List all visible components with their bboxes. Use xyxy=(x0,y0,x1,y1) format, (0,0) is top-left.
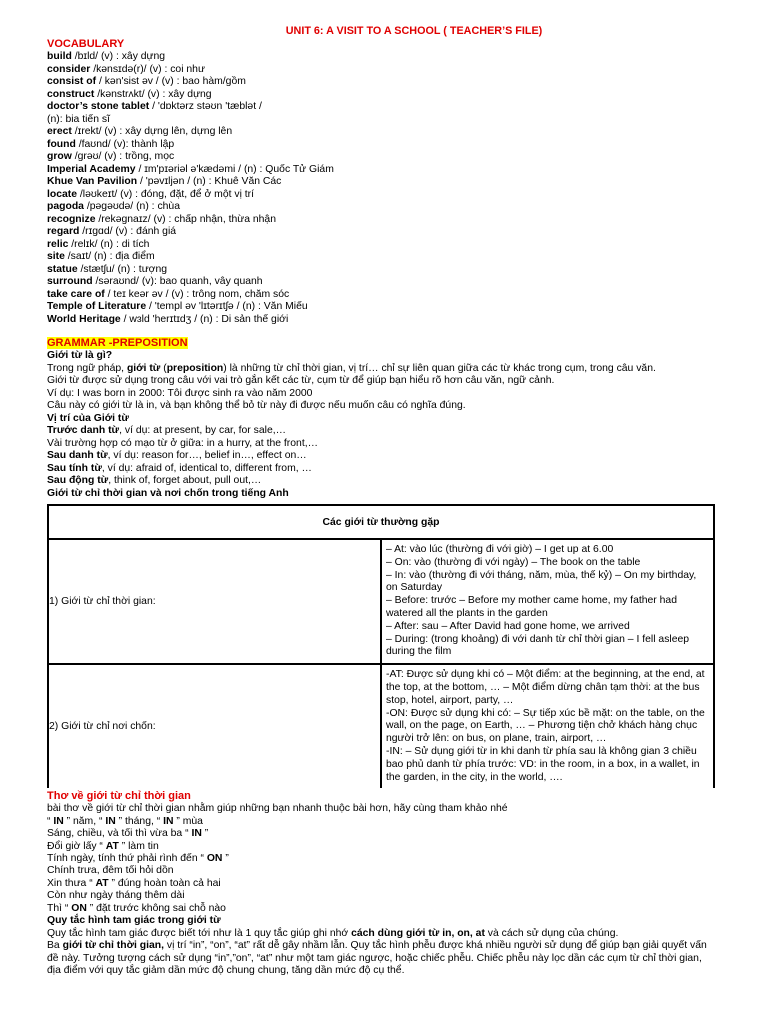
vocab-word: regard xyxy=(47,226,80,237)
poem-line-1: “ IN ” năm, “ IN ” tháng, “ IN ” mùa xyxy=(47,815,203,827)
preposition-table xyxy=(47,504,715,788)
position-before-noun: Trước danh từ, ví dụ: at present, by car, for sale,… xyxy=(47,425,286,436)
vocab-item xyxy=(47,314,715,327)
vocabulary-heading: VOCABULARY xyxy=(47,38,125,50)
question-time-place: Giới từ chỉ thời gian và nơi chốn trong tiếng Anh xyxy=(47,487,289,499)
poem-intro: bài thơ về giới từ chỉ thời gian nhằm giúp những bạn nhanh thuộc bài hơn, hãy cùng tham khảo nhé xyxy=(47,803,508,815)
vocab-word: Khue Van Pavilion xyxy=(47,176,138,187)
vocab-definition: /ɪrekt/ (v) : xây dựng lên, dựng lên xyxy=(71,126,233,137)
vocab-definition: /faʊnd/ (v): thành lập xyxy=(75,138,175,150)
vocab-definition: /səraʊnd/ (v): bao quanh, vây quanh xyxy=(92,276,263,287)
vocab-word: recognize xyxy=(47,213,96,225)
question-position: Vị trí của Giới từ xyxy=(47,412,129,424)
poem-heading: Thơ về giới từ chỉ thời gian xyxy=(47,790,191,803)
table-cell-line: – During: (trong khoảng) đi với danh từ chỉ thời gian – I fell asleep during the film xyxy=(386,633,690,658)
table-row xyxy=(48,664,714,788)
vocab-item xyxy=(47,151,715,164)
grammar-heading-text: GRAMMAR -PREPOSITION xyxy=(47,337,188,349)
vocab-item xyxy=(47,251,715,264)
vocabulary-list xyxy=(47,51,715,326)
poem-line-7: Còn như ngày tháng thêm dài xyxy=(47,890,185,902)
poem-line-4: Tính ngày, tính thứ phải rình đến “ ON ” xyxy=(47,852,229,864)
vocab-item xyxy=(47,189,715,202)
vocab-definition: / teɪ keər əv / (v) : trông nom, chăm sóc xyxy=(104,288,290,300)
vocab-word: consist of xyxy=(47,76,97,87)
vocab-item xyxy=(47,126,715,139)
poem-line-5: Chính trưa, đêm tối hỏi dồn xyxy=(47,865,174,877)
vocab-definition: /kənsɪdə(r)/ (v) : coi như xyxy=(90,63,205,75)
vocab-word: doctor’s stone tablet xyxy=(47,101,150,112)
table-row-label-time: 1) Giới từ chỉ thời gian: xyxy=(48,539,381,664)
poem-line-6: Xin thưa “ AT ” đúng hoàn toàn cả hai xyxy=(47,877,221,889)
vocab-item xyxy=(47,264,715,277)
position-after-adjective: Sau tính từ, ví dụ: afraid of, identical to, different from, … xyxy=(47,462,312,474)
vocab-word: Temple of Literature xyxy=(47,301,147,312)
vocab-definition: /rekəgnaɪz/ (v) : chấp nhận, thừa nhận xyxy=(95,213,276,225)
table-cell-line: -IN: – Sử dụng giới từ in khi danh từ phía sau là không gian 3 chiều bao phủ danh từ phía trước: VD: in the room, in a box, in a wallet, in the garden, in the city, in the world, …. xyxy=(386,745,700,783)
poem-line-2: Sáng, chiều, và tối thì vừa ba “ IN ” xyxy=(47,828,209,840)
question-what-is-preposition: Giới từ là gì? xyxy=(47,350,113,361)
paragraph-example: Ví dụ: I was born in 2000: Tôi được sinh ra vào năm 2000 xyxy=(47,387,313,399)
vocab-definition: (n): bia tiến sĩ xyxy=(47,113,110,125)
table-cell-line: -AT: Được sử dụng khi có – Một điểm: at the beginning, at the end, at the top, at the bottom, … – Một điểm dừng chân tạm thời: at the bus stop, hotel, airport, party, … xyxy=(386,669,705,706)
triangle-rule-heading: Quy tắc hình tam giác trong giới từ xyxy=(47,915,221,926)
table-row-label-place: 2) Giới từ chỉ nơi chốn: xyxy=(48,664,381,788)
vocab-definition: /saɪt/ (n) : địa điểm xyxy=(64,251,155,262)
vocab-word: found xyxy=(47,138,76,150)
vocab-definition: /stætʃu/ (n) : tượng xyxy=(77,263,168,275)
table-row-content-time xyxy=(381,539,714,664)
vocab-word: build xyxy=(47,51,72,62)
position-after-verb: Sau động từ, think of, forget about, pull out,… xyxy=(47,475,262,486)
document xyxy=(47,24,715,978)
vocab-word: surround xyxy=(47,276,93,287)
vocab-definition: / wɜld 'herɪtɪdʒ / (n) : Di sản thế giới xyxy=(120,313,289,325)
vocab-item xyxy=(47,76,715,89)
vocab-item xyxy=(47,114,715,127)
vocab-item xyxy=(47,301,715,314)
vocab-definition: /rɪɡɑd/ (v) : đánh giá xyxy=(79,226,177,237)
vocab-item xyxy=(47,201,715,214)
vocab-word: site xyxy=(47,251,65,262)
table-cell-line: -ON: Được sử dụng khi có: – Sự tiếp xúc bề mặt: on the table, on the wall, on the page, on Earth, … – Phương tiện chở khách hàng chục người trở lên: on bus, on plane, train, airport, … xyxy=(386,707,705,745)
table-cell-line: – Before: trước – Before my mother came home, my father had watered all the plants in the garden xyxy=(386,595,677,619)
vocab-item xyxy=(47,164,715,177)
table-cell-line: – In: vào (thường đi với tháng, năm, mùa, thế kỷ) – On my birthday, on Saturday xyxy=(386,569,697,594)
vocab-word: grow xyxy=(47,151,72,162)
grammar-heading xyxy=(47,337,715,350)
vocab-definition: / 'dɒktərz stəʊn 'tæblət / xyxy=(149,101,262,112)
vocab-word: consider xyxy=(47,63,91,75)
vocab-item xyxy=(47,89,715,102)
vocab-word: relic xyxy=(47,238,69,250)
poem-line-3: Đổi giờ lấy “ AT ” làm tin xyxy=(47,840,159,852)
vocab-word: take care of xyxy=(47,288,105,300)
table-cell-line: – At: vào lúc (thường đi với giờ) – I get up at 6.00 xyxy=(386,544,614,555)
table-cell-line: – After: sau – After David had gone home, we arrived xyxy=(386,620,630,632)
paragraph-example-note: Câu này có giới từ là in, và bạn không thể bỏ từ này đi được nếu muốn câu có nghĩa đúng. xyxy=(47,400,466,411)
table-cell-line: – On: vào (thường đi với ngày) – The book on the table xyxy=(386,556,641,568)
table-row-content-place xyxy=(381,664,714,788)
vocab-item xyxy=(47,64,715,77)
paragraph-usage: Giới từ được sử dụng trong câu với vai trò gắn kết các từ, cụm từ để giúp bạn hiểu rõ hơn câu văn, ngữ cảnh. xyxy=(47,375,555,386)
vocab-definition: / 'pəvɪljən / (n) : Khuê Văn Các xyxy=(137,176,282,187)
vocab-item xyxy=(47,239,715,252)
vocab-definition: /bɪld/ (v) : xây dựng xyxy=(71,51,166,62)
vocab-item xyxy=(47,226,715,239)
vocab-word: pagoda xyxy=(47,201,84,212)
vocab-word: World Heritage xyxy=(47,313,121,325)
vocab-word: construct xyxy=(47,88,95,100)
table-header: Các giới từ thường gặp xyxy=(48,505,714,539)
vocab-item xyxy=(47,289,715,302)
table-row xyxy=(48,539,714,664)
vocab-item xyxy=(47,51,715,64)
vocab-definition: /pəɡəʊdə/ (n) : chùa xyxy=(83,201,180,212)
vocab-word: Imperial Academy xyxy=(47,163,136,175)
position-article-case: Vài trường hợp có mạo từ ở giữa: in a hurry, at the front,… xyxy=(47,437,318,449)
vocab-word: locate xyxy=(47,188,78,200)
vocab-definition: /ləʊkeɪt/ (v) : đóng, đặt, để ở một vị trí xyxy=(77,188,254,200)
vocab-item xyxy=(47,176,715,189)
poem-line-8: Thì “ ON ” đặt trước không sai chỗ nào xyxy=(47,902,226,914)
vocab-definition: /grəʊ/ (v) : trồng, mọc xyxy=(71,151,175,162)
triangle-rule-paragraph-1: Quy tắc hình tam giác được biết tới như là 1 quy tắc giúp ghi nhớ cách dùng giới từ in, on, at và cách sử dụng của chúng. xyxy=(47,927,619,939)
vocab-item xyxy=(47,276,715,289)
vocab-item xyxy=(47,139,715,152)
vocab-item xyxy=(47,101,715,114)
vocab-definition: /relɪk/ (n) : di tích xyxy=(68,238,150,250)
position-after-noun: Sau danh từ, ví dụ: reason for…, belief in…, effect on… xyxy=(47,450,307,461)
document-title: UNIT 6: A VISIT TO A SCHOOL ( TEACHER’S FILE) xyxy=(285,25,543,37)
vocab-definition: /kənstrʌkt/ (v) : xây dựng xyxy=(94,88,212,100)
vocab-definition: / kən'sist əv / (v) : bao hàm/gồm xyxy=(96,76,246,87)
vocab-word: erect xyxy=(47,126,72,137)
paragraph-definition: Trong ngữ pháp, giới từ (preposition) là những từ chỉ thời gian, vị trí… chỉ sự liên quan giữa các từ khác trong cụm, trong câu văn. xyxy=(47,362,656,374)
vocab-item xyxy=(47,214,715,227)
vocab-definition: / 'templ əv 'lɪtərɪtʃə / (n) : Văn Miếu xyxy=(146,301,308,312)
triangle-rule-paragraph-2: Ba giới từ chỉ thời gian, vị trí “in”, “on”, “at” rất dễ gây nhầm lẫn. Quy tắc hình phễu được khá nhiều người sử dụng để giúp bạn giải quyết vấn đề này. Tưởng tượng cách sử dụng “in”,”on”, “at” như một tam giác ngược, hoặc chiếc phễu. Chiếc phễu này lọc dần các cụm từ chỉ thời gian, địa điểm với quy tắc giảm dần mức độ chung chung, tăng dần mức độ cụ thể. xyxy=(47,940,707,976)
vocab-definition: / ɪm'pɪəriəl ə'kædəmi / (n) : Quốc Tử Giám xyxy=(135,163,334,175)
vocab-word: statue xyxy=(47,263,78,275)
